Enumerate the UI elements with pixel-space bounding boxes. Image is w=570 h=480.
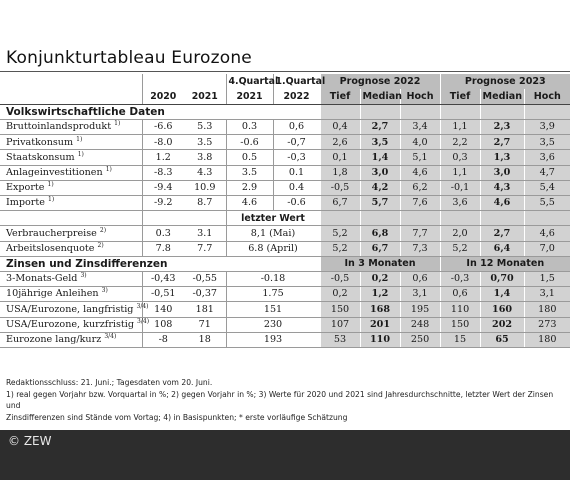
forecast-cell: 250 [400, 332, 440, 347]
forecast-cell: 0,4 [320, 120, 360, 135]
footnote-definitions: 1) real gegen Vorjahr bzw. Vorquartal in %; 2) gegen Vorjahr in %; 3) Werte für 2020 und 2021 sind Jahresdurchschnitte, letzter Wert der Zinsen und [6, 389, 554, 410]
last-value-cell: 151 [226, 302, 320, 317]
value-cell: -6.6 [142, 120, 184, 135]
row-label [0, 226, 142, 241]
table-row [0, 287, 570, 302]
value-cell: 3.5 [226, 165, 273, 180]
forecast-cell: 107 [320, 317, 360, 332]
forecast-cell: 2,2 [440, 135, 480, 150]
forecast-cell: 248 [400, 317, 440, 332]
copyright-text: © ZEW [8, 434, 52, 448]
row-label-text: Anlageinvestitionen [6, 166, 103, 178]
forecast-cell: -0,5 [320, 180, 360, 195]
forecast-cell: 4,6 [480, 196, 524, 211]
row-label-text: Privatkonsum [6, 136, 74, 148]
empty-cell [142, 211, 184, 226]
table-row [0, 120, 570, 135]
header-q1: 1.Quartal [273, 74, 320, 89]
empty-forecast-cell [320, 211, 360, 226]
forecast-cell: 5,2 [320, 241, 360, 256]
value-cell: 7.7 [184, 241, 226, 256]
forecast-cell: 5,2 [440, 241, 480, 256]
footnote-marker: 1) [76, 135, 83, 143]
forecast-cell: 5,7 [360, 196, 400, 211]
header-tief: Tief [440, 89, 480, 104]
value-cell: 5.3 [184, 120, 226, 135]
forecast-cell: 6,4 [480, 241, 524, 256]
table-row [0, 180, 570, 195]
forecast-cell: 2,7 [480, 135, 524, 150]
forecast-cell: 0,70 [480, 271, 524, 286]
header-row-years [0, 89, 570, 104]
footnote-marker: 1) [48, 196, 55, 204]
value-cell: 181 [184, 302, 226, 317]
forecast-cell: 2,7 [360, 120, 400, 135]
row-label-text: USA/Eurozone, langfristig [6, 303, 134, 315]
empty-cell [184, 211, 226, 226]
value-cell: 3.1 [184, 226, 226, 241]
forecast-cell: 1,8 [320, 165, 360, 180]
forecast-cell: 3,5 [524, 135, 570, 150]
forecast-cell: 7,0 [524, 241, 570, 256]
row-label [0, 150, 142, 165]
footnote-marker: 3) [101, 287, 108, 295]
header-year: 2020 [142, 89, 184, 104]
forecast-cell: 273 [524, 317, 570, 332]
forecast-cell: 1,2 [360, 287, 400, 302]
forecast-cell: 2,6 [320, 135, 360, 150]
header-hoch: Hoch [400, 89, 440, 104]
header-year: 2022 [273, 89, 320, 104]
forecast-cell: 202 [480, 317, 524, 332]
table-row [0, 150, 570, 165]
forecast-cell: 6,2 [400, 180, 440, 195]
forecast-cell: 1,4 [360, 150, 400, 165]
value-cell: -0,55 [184, 271, 226, 286]
forecast-cell: 110 [440, 302, 480, 317]
forecast-cell: 65 [480, 332, 524, 347]
forecast-cell: 15 [440, 332, 480, 347]
footnote-marker: 2) [97, 241, 104, 249]
forecast-cell: 3,1 [400, 287, 440, 302]
forecast-cell: 5,4 [524, 180, 570, 195]
forecast-cell: 6,7 [320, 196, 360, 211]
forecast-cell: 7,6 [400, 196, 440, 211]
forecast-cell: 1,5 [524, 271, 570, 286]
footnote-deadline: Redaktionsschluss: 21. Juni.; Tagesdaten vom 20. Juni. [6, 378, 213, 387]
row-label [0, 241, 142, 256]
forecast-cell: 3,9 [524, 120, 570, 135]
forecast-cell: 180 [524, 332, 570, 347]
indicator-table [0, 74, 570, 348]
header-prognose-2023: Prognose 2023 [440, 74, 570, 89]
last-value-cell: 1.75 [226, 287, 320, 302]
forecast-cell: 4,2 [360, 180, 400, 195]
footnotes [6, 377, 566, 423]
header-year: 2021 [184, 89, 226, 104]
row-label [0, 317, 150, 332]
value-cell: 3.5 [184, 135, 226, 150]
forecast-cell: 2,0 [440, 226, 480, 241]
value-cell: -0,3 [273, 150, 320, 165]
value-cell: 1.2 [142, 150, 184, 165]
value-cell: 71 [184, 317, 226, 332]
forecast-cell: 5,5 [524, 196, 570, 211]
row-label [0, 165, 142, 180]
forecast-cell: 150 [320, 302, 360, 317]
forecast-cell: 53 [320, 332, 360, 347]
header-q4: 4.Quartal [226, 74, 273, 89]
footnote-marker: 1) [47, 180, 54, 188]
empty-forecast-cell [524, 211, 570, 226]
value-cell: -0,37 [184, 287, 226, 302]
row-label-text: Eurozone lang/kurz [6, 333, 102, 345]
header-prognose-2022: Prognose 2022 [320, 74, 440, 89]
value-cell: 0.5 [226, 150, 273, 165]
footnote-marker: 2) [99, 226, 107, 234]
subheader-row [0, 211, 570, 226]
forecast-cell: 110 [360, 332, 400, 347]
table-row [0, 332, 570, 347]
forecast-cell: 3,6 [440, 196, 480, 211]
title-divider [0, 71, 570, 72]
header-median: Median [360, 89, 400, 104]
forecast-cell: 160 [480, 302, 524, 317]
header-letzter-wert: letzter Wert [226, 211, 320, 226]
forecast-cell: 6,7 [360, 241, 400, 256]
forecast-cell: 0,2 [360, 271, 400, 286]
row-label-text: Bruttoinlandsprodukt [6, 121, 112, 133]
header-in-3-monaten: In 3 Monaten [320, 256, 440, 271]
forecast-cell: 4,6 [524, 226, 570, 241]
section-row [0, 104, 570, 119]
row-label [0, 287, 142, 302]
forecast-cell: 1,1 [440, 165, 480, 180]
row-label-text: 10jährige Anleihen [6, 288, 99, 300]
forecast-cell: 3,4 [400, 120, 440, 135]
empty-forecast-cell [480, 211, 524, 226]
forecast-cell: 4,7 [524, 165, 570, 180]
forecast-cell: 0,1 [320, 150, 360, 165]
value-cell: 18 [184, 332, 226, 347]
forecast-cell: 2,7 [480, 226, 524, 241]
row-label [0, 196, 142, 211]
last-value-cell: 8,1 (Mai) [226, 226, 320, 241]
row-label-text: USA/Eurozone, kurzfristig [6, 318, 134, 330]
header-year: 2021 [226, 89, 273, 104]
empty-forecast-cell [360, 211, 400, 226]
forecast-cell: 4,3 [480, 180, 524, 195]
header-in-12-monaten: In 12 Monaten [440, 256, 570, 271]
value-cell: -8.3 [142, 165, 184, 180]
forecast-cell: 0,3 [440, 150, 480, 165]
last-value-cell: 6.8 (April) [226, 241, 320, 256]
footnote-marker: 1) [77, 150, 84, 158]
footnote-definitions-cont: Zinsdifferenzen sind Stände vom Vortag; 4) in Basispunkten; * erste vorläufige Schätzung [6, 412, 348, 422]
value-cell: 10.9 [184, 180, 226, 195]
empty-forecast-cell [400, 211, 440, 226]
table-row [0, 135, 570, 150]
value-cell: -9.2 [142, 196, 184, 211]
table-row [0, 271, 570, 286]
value-cell: 140 [142, 302, 184, 317]
row-label-text: Staatskonsum [6, 151, 75, 163]
forecast-cell: 3,0 [480, 165, 524, 180]
footnote-marker: 1) [105, 165, 112, 173]
section-row [0, 256, 570, 271]
forecast-cell: 201 [360, 317, 400, 332]
value-cell: 0.3 [226, 120, 273, 135]
footnote-marker: 1) [114, 120, 121, 128]
table-row [0, 196, 570, 211]
row-label [0, 135, 142, 150]
forecast-cell: 0,2 [320, 287, 360, 302]
table-row [0, 302, 570, 317]
forecast-cell: 0,6 [440, 287, 480, 302]
value-cell: -9.4 [142, 180, 184, 195]
header-tief: Tief [320, 89, 360, 104]
value-cell: 3.8 [184, 150, 226, 165]
forecast-cell: 1,1 [440, 120, 480, 135]
row-label [0, 120, 142, 135]
footnote-marker: 3/4) [104, 332, 117, 340]
value-cell: -8 [142, 332, 184, 347]
forecast-cell: 4,0 [400, 135, 440, 150]
section-heading-zins: Zinsen und Zinsdifferenzen [0, 256, 320, 271]
value-cell: 2.9 [226, 180, 273, 195]
forecast-cell: 1,4 [480, 287, 524, 302]
value-cell: 0.1 [273, 165, 320, 180]
value-cell: -0.6 [273, 196, 320, 211]
row-label-text: 3-Monats-Geld [6, 273, 78, 285]
forecast-cell: 5,2 [320, 226, 360, 241]
row-label [0, 180, 142, 195]
table-row [0, 241, 570, 256]
forecast-cell: 0,6 [400, 271, 440, 286]
last-value-cell: -0.18 [226, 271, 320, 286]
row-label-text: Exporte [6, 182, 45, 194]
value-cell: -0,7 [273, 135, 320, 150]
value-cell: -0,51 [142, 287, 184, 302]
value-cell: 7.8 [142, 241, 184, 256]
forecast-cell: 7,7 [400, 226, 440, 241]
forecast-cell: -0,5 [320, 271, 360, 286]
forecast-cell: 180 [524, 302, 570, 317]
value-cell: 8.7 [184, 196, 226, 211]
header-row-quarters [0, 74, 570, 89]
table-row [0, 226, 570, 241]
page-title: Konjunkturtableau Eurozone [6, 48, 252, 68]
forecast-cell: 1,3 [480, 150, 524, 165]
forecast-cell: 3,5 [360, 135, 400, 150]
value-cell: 4.3 [184, 165, 226, 180]
forecast-cell: -0,1 [440, 180, 480, 195]
header-hoch: Hoch [524, 89, 570, 104]
table-row [0, 165, 570, 180]
value-cell: -0,43 [142, 271, 184, 286]
row-label-text: Arbeitslosenquote [6, 242, 95, 254]
value-cell: 108 [142, 317, 184, 332]
forecast-cell: 7,3 [400, 241, 440, 256]
forecast-cell: 2,3 [480, 120, 524, 135]
value-cell: 0.3 [142, 226, 184, 241]
value-cell: -0.6 [226, 135, 273, 150]
header-median: Median [480, 89, 524, 104]
last-value-cell: 230 [226, 317, 320, 332]
forecast-cell: -0,3 [440, 271, 480, 286]
forecast-cell: 3,6 [524, 150, 570, 165]
row-label [0, 332, 142, 347]
value-cell: -8.0 [142, 135, 184, 150]
row-label [0, 271, 142, 286]
footnote-marker: 3/4) [136, 302, 149, 310]
value-cell: 4.6 [226, 196, 273, 211]
forecast-cell: 4,6 [400, 165, 440, 180]
forecast-cell: 3,1 [524, 287, 570, 302]
table-row [0, 317, 570, 332]
last-value-cell: 193 [226, 332, 320, 347]
row-label [0, 302, 149, 317]
row-label-text: Verbraucherpreise [6, 227, 97, 239]
empty-cell [0, 211, 142, 226]
row-label-text: Importe [6, 197, 45, 209]
forecast-cell: 168 [360, 302, 400, 317]
footer-bar [0, 430, 570, 480]
forecast-cell: 3,0 [360, 165, 400, 180]
forecast-cell: 195 [400, 302, 440, 317]
value-cell: 0.4 [273, 180, 320, 195]
forecast-cell: 5,1 [400, 150, 440, 165]
forecast-cell: 6,8 [360, 226, 400, 241]
forecast-cell: 150 [440, 317, 480, 332]
section-heading-vgr: Volkswirtschaftliche Daten [0, 104, 320, 119]
empty-forecast-cell [440, 211, 480, 226]
footnote-marker: 3) [80, 272, 87, 280]
value-cell: 0,6 [273, 120, 320, 135]
footnote-marker: 3/4) [137, 317, 150, 325]
